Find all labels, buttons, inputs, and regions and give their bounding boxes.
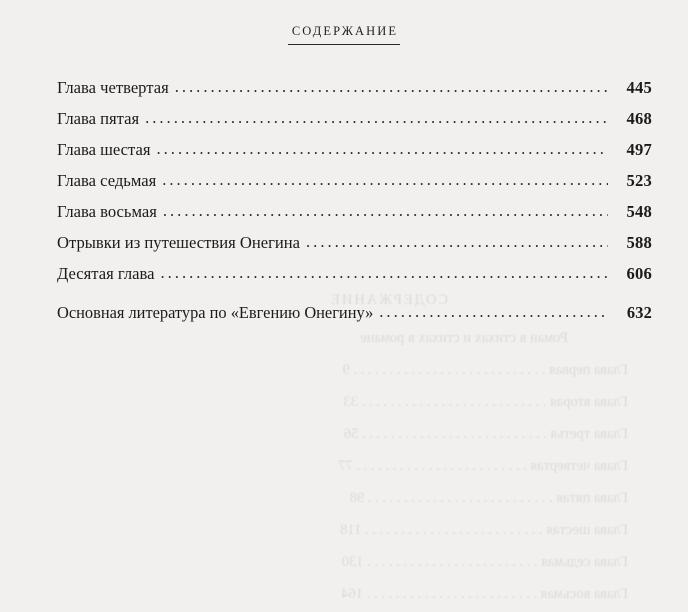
toc-entry[interactable] — [57, 297, 652, 328]
running-head: СОДЕРЖАНИЕ — [288, 24, 400, 45]
toc-entry-label: Глава шестая — [57, 140, 151, 159]
toc-leader-dots — [162, 175, 608, 195]
toc-entry-page: 445 — [626, 78, 652, 97]
toc-entry-label: Глава пятая — [57, 109, 140, 128]
toc-entry[interactable] — [57, 72, 652, 103]
table-of-contents — [0, 72, 688, 328]
toc-entry-page: 606 — [626, 264, 652, 283]
toc-entry[interactable] — [57, 103, 652, 134]
toc-entry-label: Десятая глава — [57, 264, 155, 283]
ghost-line: Глава вторая . . . . . . . . . . . . . . . . . . . . . . . . . . 33 — [343, 394, 628, 410]
toc-leader-dots — [379, 307, 608, 327]
toc-entry-label: Отрывки из путешествия Онегина — [57, 233, 301, 252]
toc-leader-dots — [157, 144, 609, 164]
toc-entry[interactable] — [57, 165, 652, 196]
ghost-line: Роман в стихах и стихах в романе — [360, 330, 568, 346]
toc-entry-page: 497 — [626, 140, 652, 159]
ghost-line: Глава восьмая . . . . . . . . . . . . . . . . . . . . . . . . 164 — [341, 586, 628, 602]
toc-leader-dots — [175, 82, 608, 102]
toc-entry-page: 548 — [626, 202, 652, 221]
ghost-line: Глава шестая . . . . . . . . . . . . . . . . . . . . . . . . . 118 — [340, 522, 628, 538]
toc-entry[interactable] — [57, 196, 652, 227]
toc-entry-label: Глава четвертая — [57, 78, 169, 97]
toc-entry-page: 523 — [626, 171, 652, 190]
toc-entry-label: Основная литература по «Евгению Онегину» — [57, 303, 374, 322]
toc-entry-page: 588 — [626, 233, 652, 252]
book-page — [0, 22, 688, 612]
toc-entry[interactable] — [57, 258, 652, 289]
ghost-line: Глава первая . . . . . . . . . . . . . . . . . . . . . . . . . . . 9 — [342, 362, 628, 378]
toc-entry[interactable] — [57, 227, 652, 258]
ghost-line: Глава седьмая . . . . . . . . . . . . . . . . . . . . . . . . 130 — [341, 554, 628, 570]
running-head-container — [0, 22, 688, 45]
ghost-line: Глава четвертая . . . . . . . . . . . . . . . . . . . . . . . . 77 — [338, 458, 628, 474]
toc-leader-dots — [161, 268, 609, 288]
toc-entry[interactable] — [57, 134, 652, 165]
toc-entry-label: Глава седьмая — [57, 171, 157, 190]
toc-leader-dots — [145, 113, 608, 133]
toc-leader-dots — [163, 206, 608, 226]
ghost-line: Глава третья . . . . . . . . . . . . . . . . . . . . . . . . . . 56 — [343, 426, 628, 442]
ghost-line: СОДЕРЖАНИЕ — [329, 292, 448, 308]
toc-entry-page: 632 — [626, 303, 652, 322]
ghost-line: Глава пятая . . . . . . . . . . . . . . . . . . . . . . . . . . 98 — [349, 490, 628, 506]
toc-entry-page: 468 — [626, 109, 652, 128]
toc-entry-label: Глава восьмая — [57, 202, 157, 221]
toc-leader-dots — [306, 237, 608, 257]
